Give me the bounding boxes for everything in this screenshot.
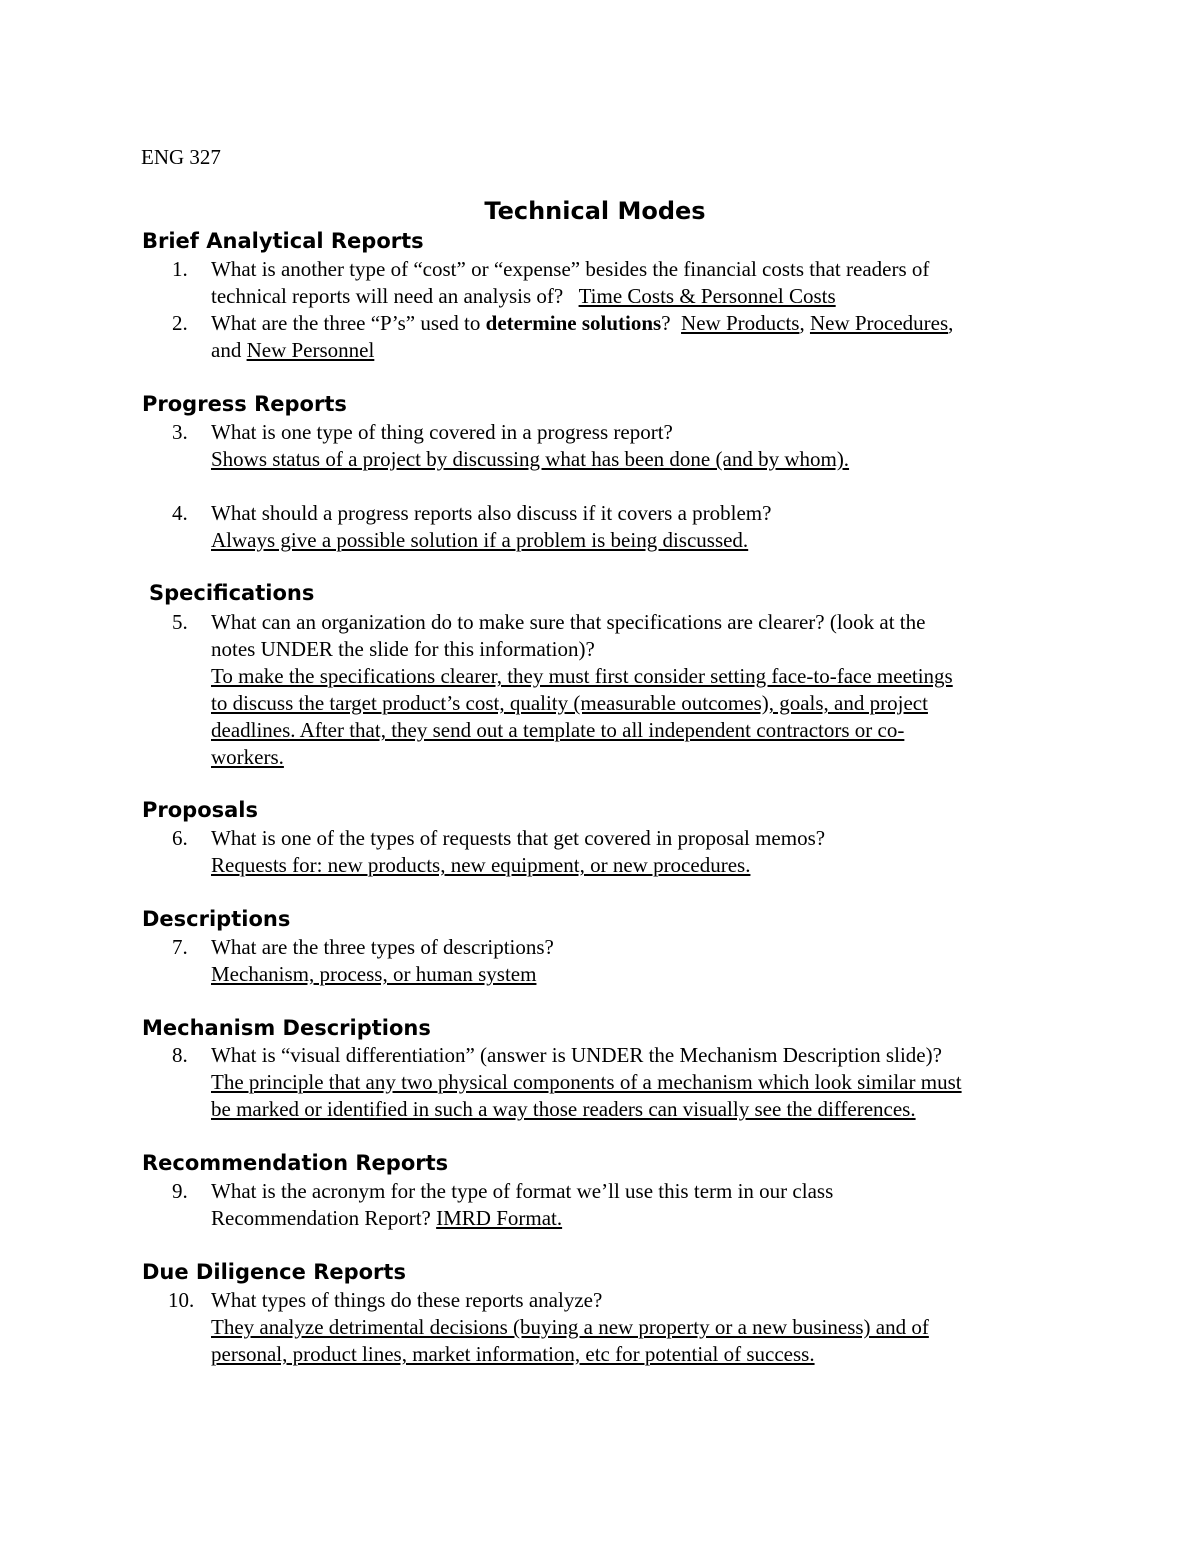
question-text: technical reports will need an analysis of? xyxy=(211,284,564,308)
question-8 xyxy=(172,1042,1072,1123)
answer-text: workers. xyxy=(211,745,284,769)
question-text: What is another type of “cost” or “expense” besides the financial costs that readers of xyxy=(211,257,930,281)
question-9 xyxy=(172,1178,1072,1232)
answer-text: Shows status of a project by discussing what has been done (and by whom). xyxy=(211,447,850,471)
answer-text: IMRD Format. xyxy=(436,1206,563,1230)
answer-text: Always give a possible solution if a problem is being discussed. xyxy=(211,528,749,552)
question-text: What can an organization do to make sure that specifications are clearer? (look at the xyxy=(211,610,926,634)
answer-text: New Procedures xyxy=(809,311,949,335)
answer-text: Time Costs & Personnel Costs xyxy=(578,284,836,308)
section-heading-specifications: Specifications xyxy=(149,581,315,605)
question-text: What is one of the types of requests that get covered in proposal memos? xyxy=(211,826,826,850)
question-5 xyxy=(172,609,1072,771)
question-text: Recommendation Report? xyxy=(211,1206,431,1230)
answer-conjunction: and xyxy=(211,338,242,362)
answer-text: deadlines. After that, they send out a template to all independent contractors or co- xyxy=(211,718,905,742)
question-2: 2. What are the three “P’s” used to determine solutions? New Products, New Procedures, and New Personnel xyxy=(172,311,954,362)
section-heading-mechanism-descriptions: Mechanism Descriptions xyxy=(142,1016,431,1040)
question-text: What should a progress reports also discuss if it covers a problem? xyxy=(211,501,772,525)
question-number: 4. xyxy=(172,501,188,525)
question-number: 6. xyxy=(172,826,188,850)
question-7 xyxy=(172,934,1072,988)
question-text: What is “visual differentiation” (answer is UNDER the Mechanism Description slide)? xyxy=(211,1043,942,1067)
section-heading-recommendation-reports: Recommendation Reports xyxy=(142,1151,449,1175)
question-1 xyxy=(172,256,1072,310)
answer-text: They analyze detrimental decisions (buying a new property or a new business) and of xyxy=(211,1315,929,1339)
answer-text: To make the specifications clearer, they must first consider setting face-to-face meetings xyxy=(211,664,953,688)
question-text: What are the three types of descriptions? xyxy=(211,935,554,959)
course-code: ENG 327 xyxy=(141,145,221,169)
answer-text: be marked or identified in such a way those readers can visually see the differences. xyxy=(211,1097,916,1121)
answer-text: New Products xyxy=(681,311,800,335)
question-text: What is the acronym for the type of format we’ll use this term in our class xyxy=(211,1179,834,1203)
question-3 xyxy=(172,419,1072,473)
document-title: Technical Modes xyxy=(484,197,706,225)
question-text: What types of things do these reports analyze? xyxy=(211,1288,603,1312)
section-heading-proposals: Proposals xyxy=(142,798,259,822)
section-heading-descriptions: Descriptions xyxy=(142,907,291,931)
question-emphasis: determine solutions xyxy=(485,311,662,335)
question-number: 9. xyxy=(172,1179,188,1203)
answer-text: The principle that any two physical components of a mechanism which look similar must xyxy=(211,1070,962,1094)
answer-text: Requests for: new products, new equipment, or new procedures. xyxy=(211,853,751,877)
question-number: 7. xyxy=(172,935,188,959)
section-heading-brief-analytical-reports: Brief Analytical Reports xyxy=(142,229,424,253)
question-text: What is one type of thing covered in a progress report? xyxy=(211,420,673,444)
question-number: 1. xyxy=(172,257,188,281)
question-10 xyxy=(168,1287,1072,1368)
question-number: 10. xyxy=(168,1288,195,1312)
question-6 xyxy=(172,825,1072,879)
question-number: 8. xyxy=(172,1043,188,1067)
question-text: ? xyxy=(661,311,671,335)
question-number: 3. xyxy=(172,420,188,444)
answer-text: New Personnel xyxy=(246,338,375,362)
answer-text: personal, product lines, market information, etc for potential of success. xyxy=(211,1342,815,1366)
question-text: What are the three “P’s” used to xyxy=(211,311,486,335)
answer-text: Mechanism, process, or human system xyxy=(211,962,537,986)
question-text: notes UNDER the slide for this information)? xyxy=(211,637,595,661)
section-heading-due-diligence-reports: Due Diligence Reports xyxy=(142,1260,406,1284)
question-number: 5. xyxy=(172,610,188,634)
question-number: 2. xyxy=(172,311,188,335)
answer-text: to discuss the target product’s cost, quality (measurable outcomes), goals, and project xyxy=(211,691,928,715)
question-4 xyxy=(172,500,1072,554)
section-heading-progress-reports: Progress Reports xyxy=(142,392,347,416)
